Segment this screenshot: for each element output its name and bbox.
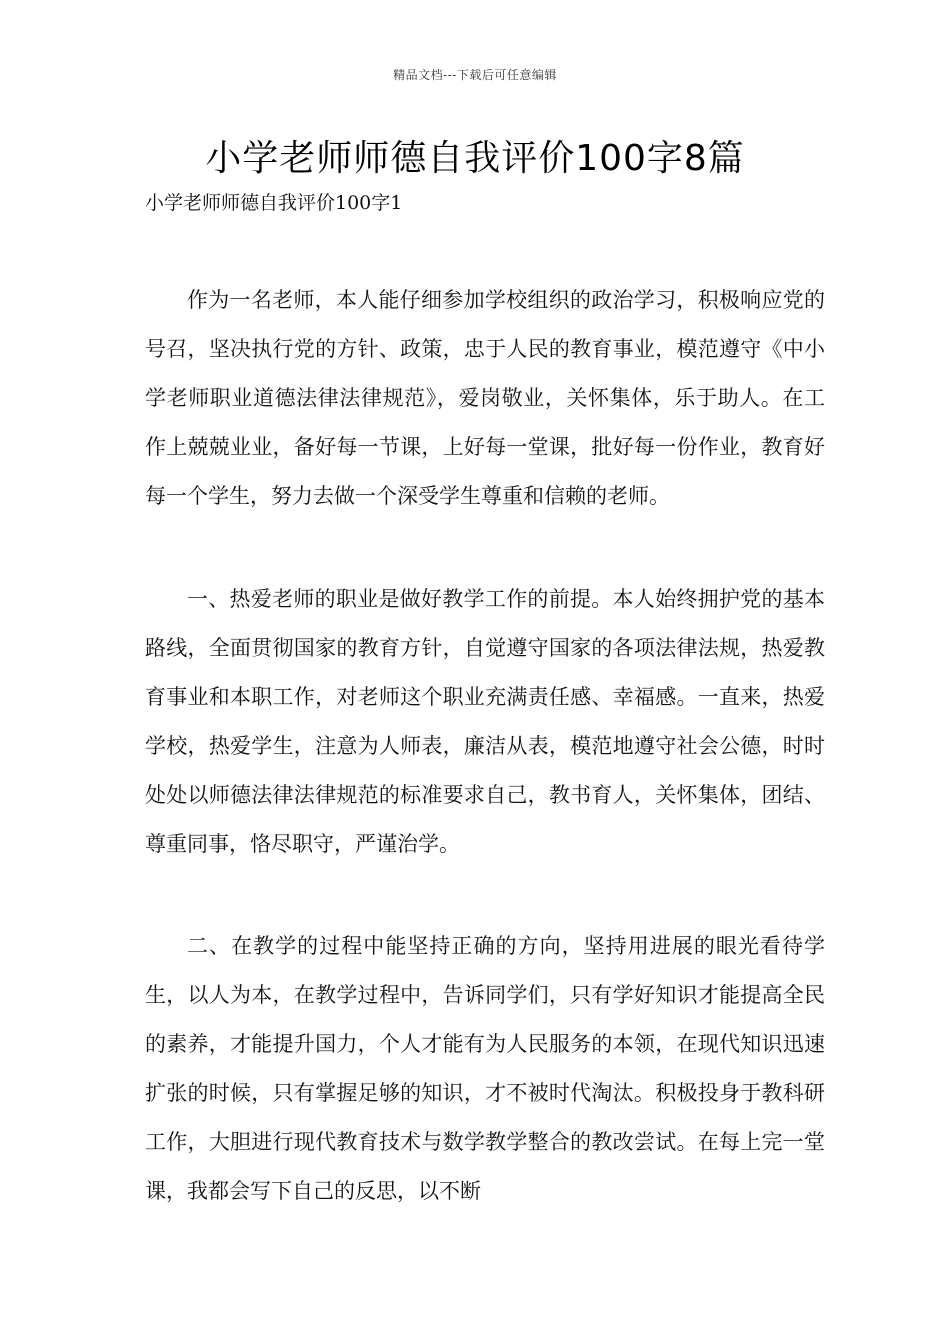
- section-heading: 小学老师师德自我评价100字1: [145, 192, 403, 214]
- paragraph-intro: 作为一名老师，本人能仔细参加学校组织的政治学习，积极响应党的号召，坚决执行党的方针、政策，忠于人民的教育事业，模范遵守《中小学老师职业道德法律法律规范》，爱岗敬业，关怀集体，乐于助人。在工作上兢兢业业，备好每一节课，上好每一堂课，批好每一份作业，教育好每一个学生，努力去做一个深受学生尊重和信赖的老师。: [145, 288, 825, 508]
- header-note: 精品文档---下载后可任意编辑: [393, 68, 557, 82]
- paragraph-point-two: 二、在教学的过程中能坚持正确的方向，坚持用进展的眼光看待学生，以人为本，在教学过程中，告诉同学们，只有学好知识才能提高全民的素养，才能提升国力，个人才能有为人民服务的本领，在现代知识迅速扩张的时候，只有掌握足够的知识，才不被时代淘汰。积极投身于教科研工作，大胆进行现代教育技术与数学教学整合的教改尝试。在每上完一堂课，我都会写下自己的反思，以不断: [145, 934, 825, 1203]
- document-title: 小学老师师德自我评价100字8篇: [205, 138, 745, 179]
- paragraph-point-one: 一、热爱老师的职业是做好教学工作的前提。本人始终拥护党的基本路线，全面贯彻国家的教育方针，自觉遵守国家的各项法律法规，热爱教育事业和本职工作，对老师这个职业充满责任感、幸福感。一直来，热爱学校，热爱学生，注意为人师表，廉洁从表，模范地遵守社会公德，时时处处以师德法律法律规范的标准要求自己，教书育人，关怀集体，团结、尊重同事，恪尽职守，严谨治学。: [145, 587, 825, 856]
